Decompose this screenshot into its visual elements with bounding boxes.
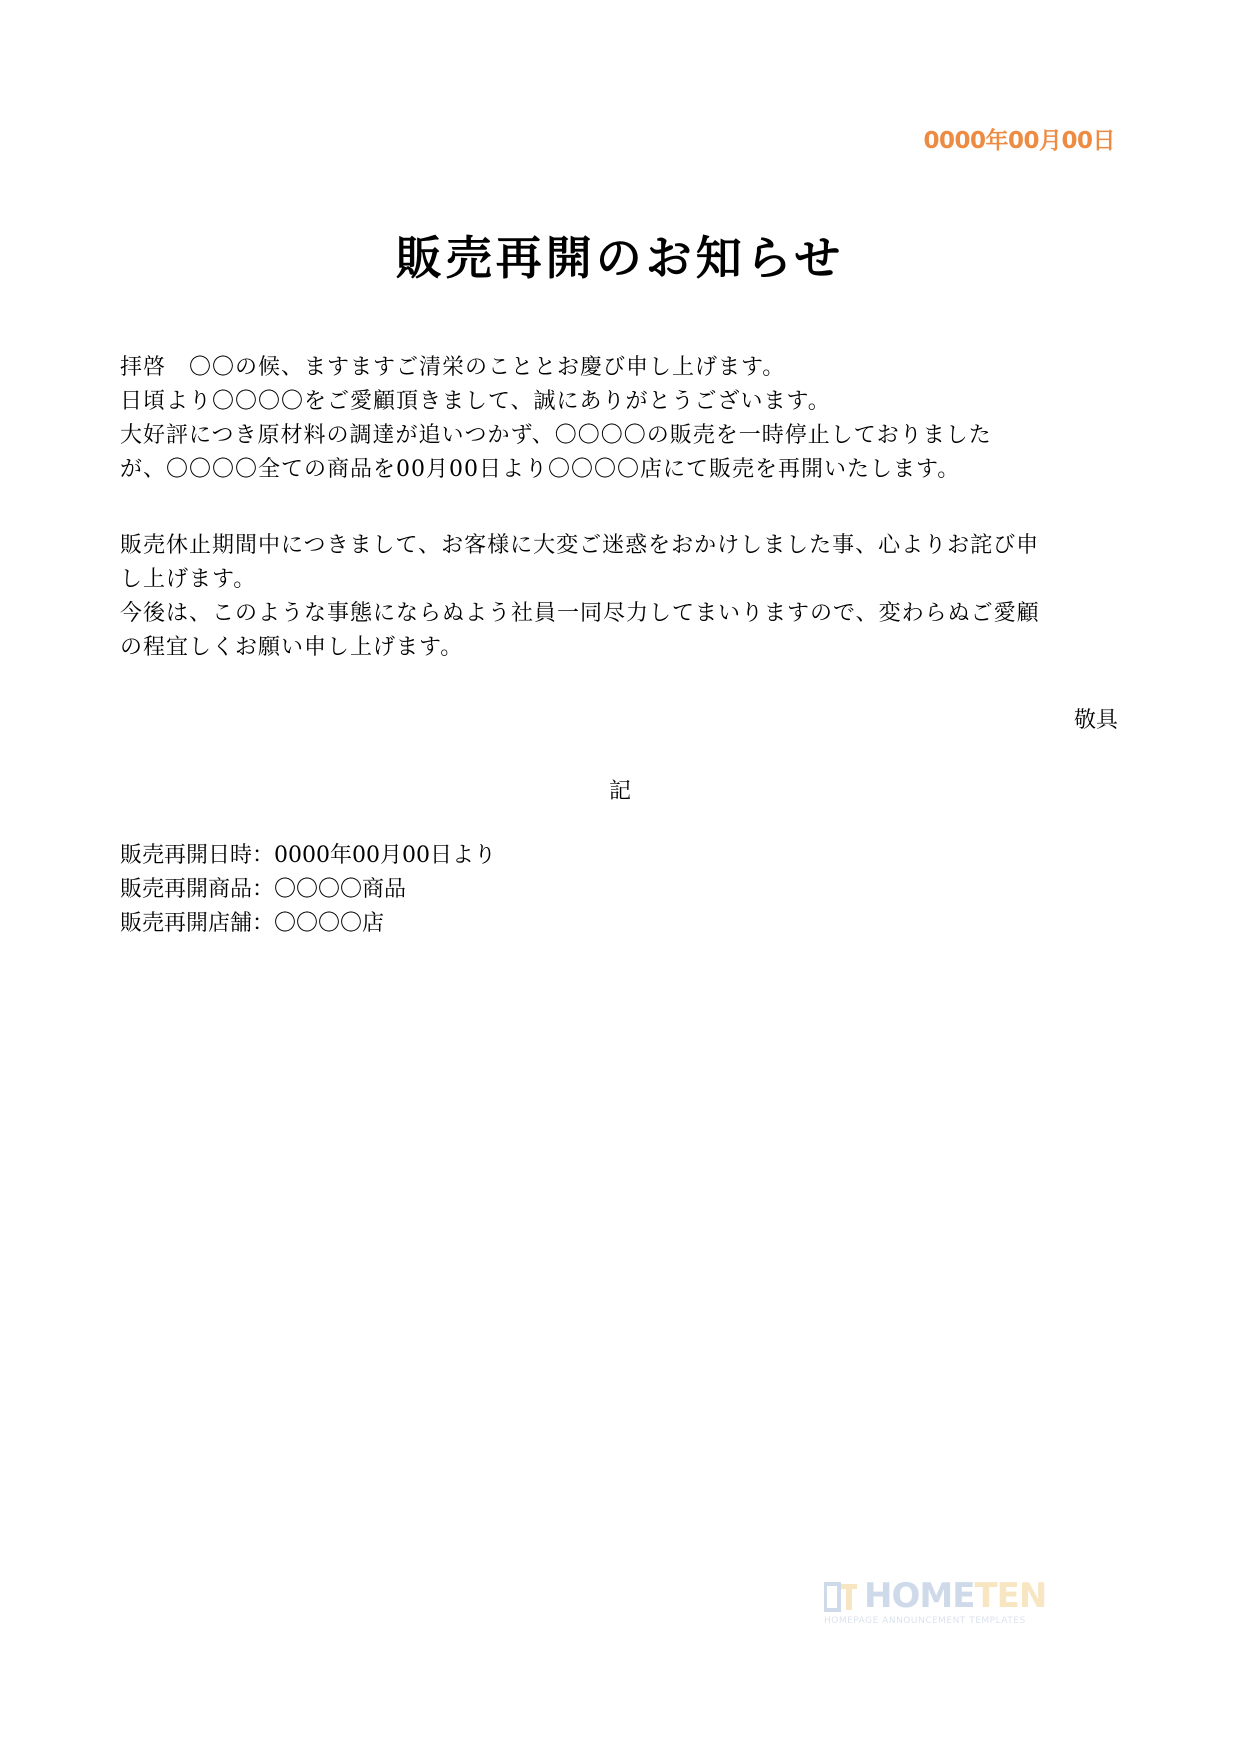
paragraph-line: 販売休止期間中につきまして、お客様に大変ご迷惑をおかけしました事、心よりお詫び申 bbox=[120, 533, 1040, 558]
detail-item: 販売再開日時：0000年00月00日より bbox=[120, 843, 496, 868]
paragraph-line: し上げます。 bbox=[120, 567, 257, 592]
watermark-subtitle: HOMEPAGE ANNOUNCEMENT TEMPLATES bbox=[824, 1616, 1026, 1626]
paragraph-line: が、〇〇〇〇全ての商品を00月00日より〇〇〇〇店にて販売を再開いたします。 bbox=[120, 457, 961, 482]
paragraph-line: 日頃より〇〇〇〇をご愛顧頂きまして、誠にありがとうございます。 bbox=[120, 389, 831, 414]
hometen-watermark bbox=[824, 1576, 1064, 1632]
hometen-logo-icon bbox=[824, 1582, 858, 1612]
paragraph-line: 大好評につき原材料の調達が追いつかず、〇〇〇〇の販売を一時停止しておりました bbox=[120, 423, 992, 448]
paragraph-line: 今後は、このような事態にならぬよう社員一同尽力してまいりますので、変わらぬご愛顧 bbox=[120, 601, 1040, 626]
greeting-paragraph bbox=[120, 351, 1120, 487]
ki-heading: 記 bbox=[608, 779, 631, 804]
document-date: 0000年00月00日 bbox=[923, 128, 1115, 154]
closing-keigu: 敬具 bbox=[1073, 708, 1118, 733]
details-list bbox=[120, 839, 496, 941]
watermark-brand: HOMETEN bbox=[864, 1576, 1047, 1616]
apology-paragraph bbox=[120, 529, 1120, 665]
detail-item: 販売再開商品：〇〇〇〇商品 bbox=[120, 877, 407, 902]
detail-item: 販売再開店舗：〇〇〇〇店 bbox=[120, 911, 385, 936]
paragraph-line: 拝啓 〇〇の候、ますますご清栄のこととお慶び申し上げます。 bbox=[120, 355, 786, 380]
document-title: 販売再開のお知らせ bbox=[395, 231, 845, 285]
paragraph-line: の程宜しくお願い申し上げます。 bbox=[120, 635, 464, 660]
